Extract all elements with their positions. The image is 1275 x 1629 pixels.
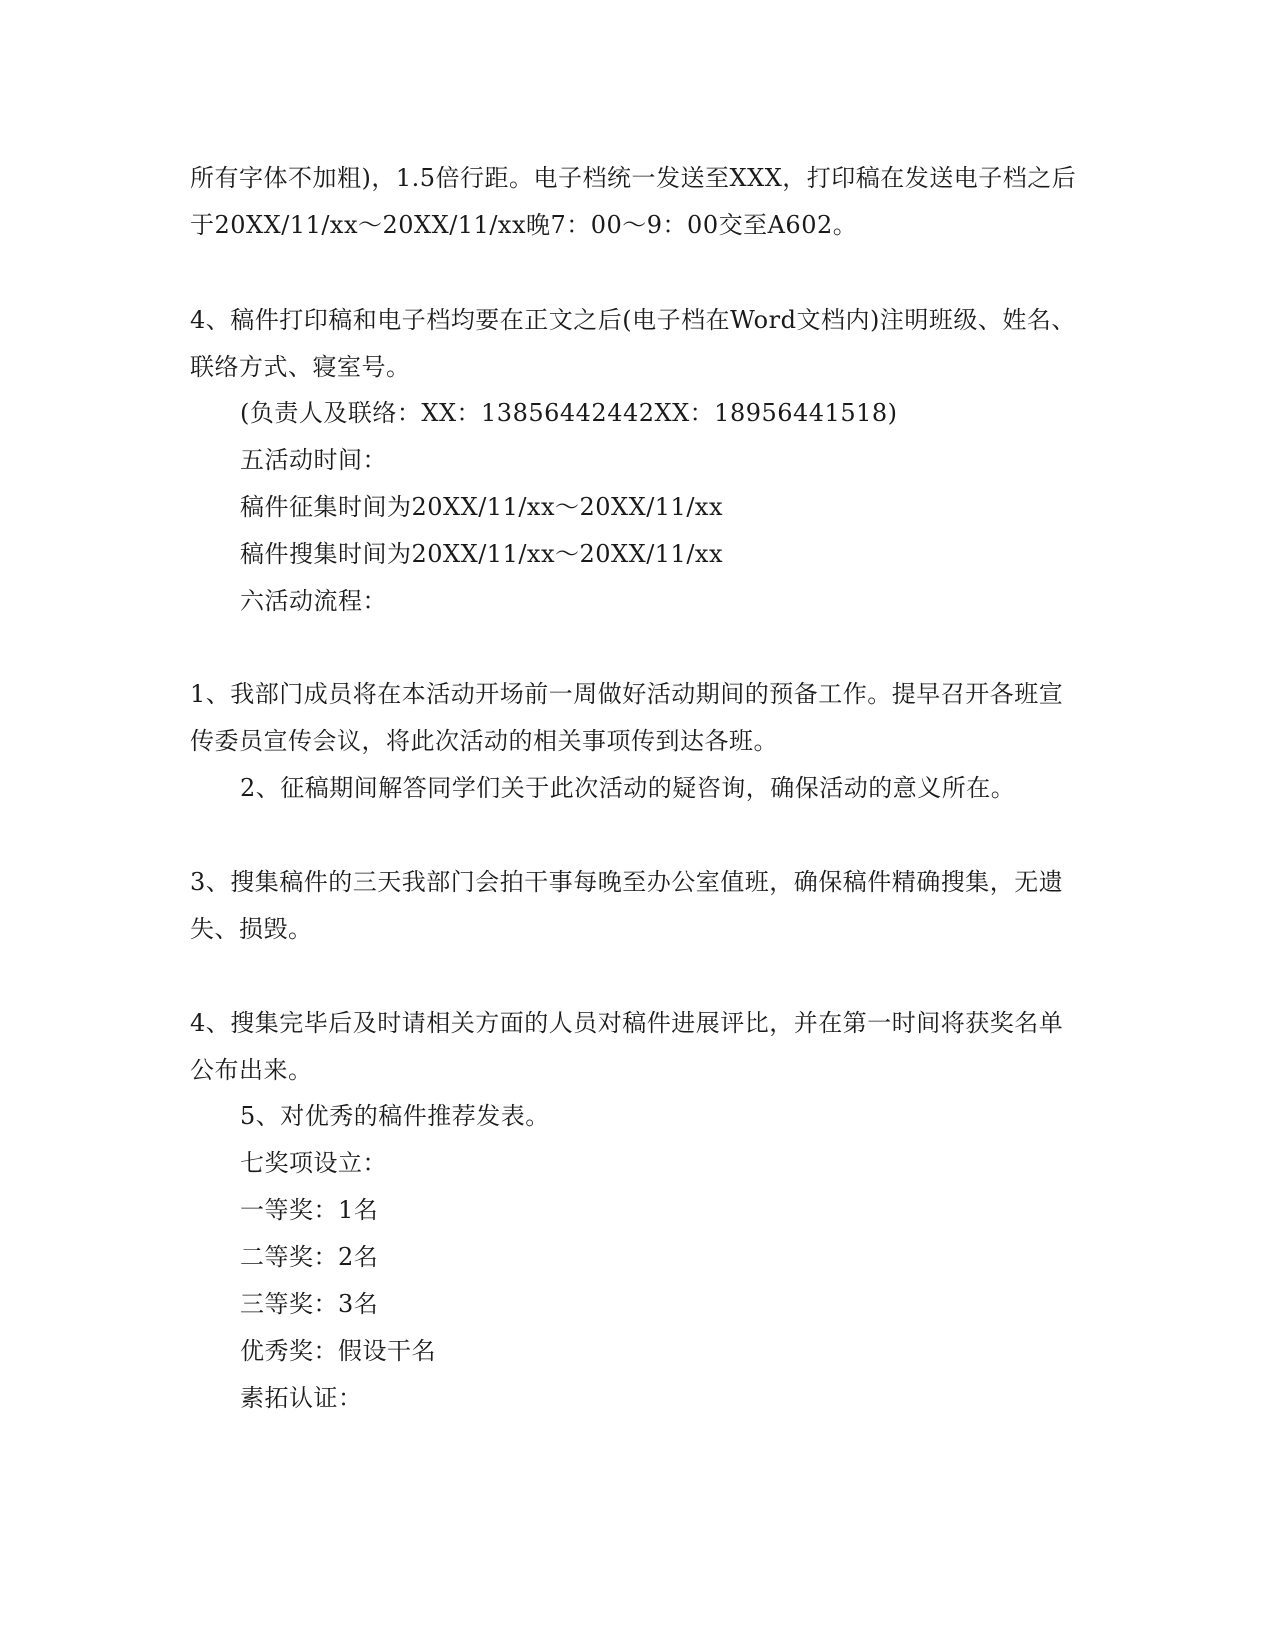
paragraph-line: 所有字体不加粗)，1.5倍行距。电子档统一发送至XXX，打印稿在发送电子档之后 [190, 164, 1077, 192]
section-heading: 七奖项设立： [240, 1149, 387, 1177]
paragraph-line: 公布出来。 [190, 1056, 313, 1084]
paragraph-line: 失、损毁。 [190, 915, 313, 943]
award-line: 二等奖：2名 [240, 1243, 379, 1271]
contact-line: (负责人及联络：XX：13856442442XX：18956441518) [240, 399, 898, 427]
paragraph-line: 4、搜集完毕后及时请相关方面的人员对稿件进展评比，并在第一时间将获奖名单 [190, 1009, 1064, 1037]
section-heading: 六活动流程： [240, 587, 387, 615]
paragraph-line: 2、征稿期间解答同学们关于此次活动的疑咨询，确保活动的意义所在。 [240, 774, 1016, 802]
paragraph-line: 联络方式、寝室号。 [190, 353, 411, 381]
award-line: 一等奖：1名 [240, 1196, 379, 1224]
section-heading: 五活动时间： [240, 446, 387, 474]
paragraph-line: 传委员宣传会议，将此次活动的相关事项传到达各班。 [190, 727, 778, 755]
award-line: 三等奖：3名 [240, 1290, 379, 1318]
paragraph-line: 1、我部门成员将在本活动开场前一周做好活动期间的预备工作。提早召开各班宣 [190, 680, 1064, 708]
paragraph-line: 素拓认证： [240, 1384, 363, 1412]
paragraph-line: 5、对优秀的稿件推荐发表。 [240, 1102, 550, 1130]
paragraph-line: 稿件搜集时间为20XX/11/xx～20XX/11/xx [240, 540, 723, 568]
paragraph-line: 于20XX/11/xx～20XX/11/xx晚7：00～9：00交至A602。 [190, 211, 858, 239]
paragraph-line: 3、搜集稿件的三天我部门会拍干事每晚至办公室值班，确保稿件精确搜集，无遗 [190, 868, 1064, 896]
award-line: 优秀奖：假设干名 [240, 1337, 436, 1365]
paragraph-line: 稿件征集时间为20XX/11/xx～20XX/11/xx [240, 493, 723, 521]
paragraph-line: 4、稿件打印稿和电子档均要在正文之后(电子档在Word文档内)注明班级、姓名、 [190, 306, 1076, 334]
